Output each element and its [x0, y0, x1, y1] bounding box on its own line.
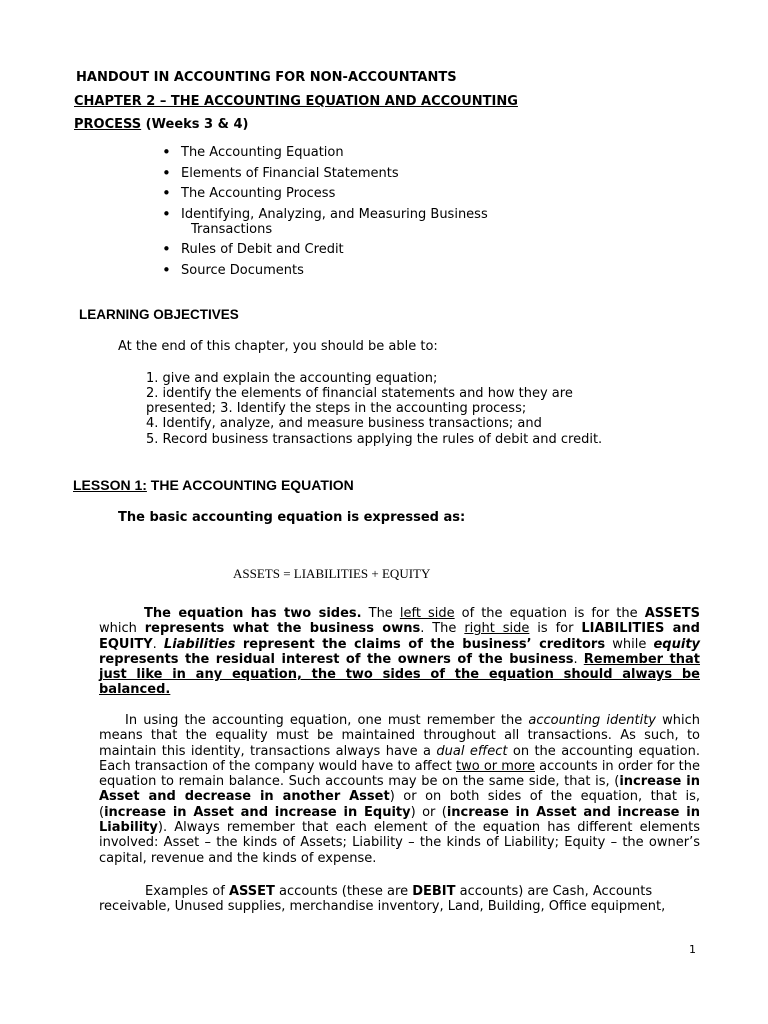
page-number: 1 — [689, 943, 696, 956]
lesson-intro: The basic accounting equation is expressed as: — [118, 510, 466, 525]
chapter-weeks: (Weeks 3 & 4) — [141, 117, 249, 132]
topic-item-continuation: Transactions — [191, 221, 273, 237]
text-run: DEBIT — [412, 884, 456, 899]
lesson-label: LESSON 1: — [73, 477, 147, 493]
chapter-process-word: PROCESS — [74, 117, 142, 132]
topic-item: • Source Documents — [162, 263, 488, 278]
text-run: accounting identity — [528, 713, 656, 728]
text-run: left side — [399, 606, 455, 621]
text-run: . — [152, 636, 164, 652]
topic-item: • The Accounting Equation — [162, 145, 488, 160]
paragraph-asset-examples — [99, 884, 695, 915]
text-run: which — [99, 621, 145, 637]
objective-line: presented; 3. Identify the steps in the accounting process; — [146, 401, 527, 416]
topic-item-text: Identifying, Analyzing, and Measuring Business — [181, 206, 488, 222]
lesson-heading — [73, 477, 354, 493]
text-run: ASSETS — [644, 606, 701, 621]
text-run: of the equation is for the — [454, 606, 645, 621]
text-run: . — [573, 651, 584, 667]
text-run: LIABILITIES and EQUITY — [99, 621, 700, 652]
text-run: In using the accounting equation, one must remember the — [125, 713, 529, 728]
paragraph-equation-sides — [99, 606, 700, 698]
text-run: represents the residual interest of the owners of the business — [99, 651, 574, 667]
accounting-equation: ASSETS = LIABILITIES + EQUITY — [233, 566, 431, 581]
text-run: Liabilities — [163, 636, 236, 652]
objectives-heading: LEARNING OBJECTIVES — [79, 307, 239, 322]
text-run: increase in Asset and decrease in another Asset — [99, 774, 701, 805]
text-run: Examples of — [145, 884, 229, 899]
text-run: The — [361, 606, 400, 621]
text-run: is for — [529, 621, 582, 637]
text-run: represent the claims of the business’ creditors — [235, 636, 606, 652]
text-run: while — [605, 636, 654, 652]
text-run: equity — [653, 636, 701, 652]
text-run: Remember that just like in any equation, the two sides of the equation should always be balanced. — [99, 651, 700, 698]
text-run: increase in Asset and increase in Equity — [104, 804, 411, 820]
text-run: represents what the business owns — [144, 621, 421, 637]
text-run: two or more — [455, 758, 535, 774]
text-run: dual effect — [436, 743, 508, 759]
objective-line: 5. Record business transactions applying the rules of debit and credit. — [146, 432, 603, 447]
text-run: ) or ( — [410, 804, 447, 820]
text-run: right side — [464, 621, 530, 637]
objective-line: 1. give and explain the accounting equation; — [146, 371, 438, 386]
topic-list — [162, 145, 488, 283]
topic-item: • Elements of Financial Statements — [162, 166, 488, 181]
text-run: ). Always remember that each element of the equation has different elements involved: Asset – the kinds of Assets; Liability – the kinds of Liability; Equity – the owner’s capital, revenue and the kinds of expense. — [99, 820, 700, 866]
text-run: . The — [420, 621, 465, 637]
paragraph-accounting-identity — [99, 713, 700, 866]
chapter-title-line2 — [74, 117, 248, 133]
chapter-title-line1: CHAPTER 2 – THE ACCOUNTING EQUATION AND ACCOUNTING — [74, 94, 518, 109]
text-run: increase in Asset and increase in Liability — [99, 804, 700, 836]
text-run: accounts (these are — [274, 884, 413, 899]
objective-line: 2. identify the elements of financial statements and how they are — [146, 386, 573, 401]
text-run: accounts in order for the equation to remain balance. Such accounts may be on the same side, that is, ( — [99, 758, 701, 790]
topic-item: • The Accounting Process — [162, 186, 488, 201]
text-run: accounts) are Cash, Accounts receivable, Unused supplies, merchandise inventory, Land, Building, Office equipment, — [99, 884, 666, 915]
objectives-intro: At the end of this chapter, you should be able to: — [118, 339, 438, 354]
text-run: on the accounting equation. Each transaction of the company would have to affect — [99, 743, 700, 774]
text-run: The equation has two sides. — [144, 606, 362, 621]
handout-title: HANDOUT IN ACCOUNTING FOR NON-ACCOUNTANTS — [76, 70, 457, 85]
topic-item — [162, 207, 488, 237]
text-run: ) or on both sides of the equation, that is, ( — [99, 789, 700, 820]
text-run: ASSET — [228, 884, 275, 899]
text-run: which means that the equality must be maintained throughout all transactions. As such, to maintain this identity, transactions always have a — [99, 713, 700, 759]
objective-line: 4. Identify, analyze, and measure business transactions; and — [146, 416, 542, 431]
lesson-title: THE ACCOUNTING EQUATION — [146, 477, 354, 493]
topic-item: • Rules of Debit and Credit — [162, 242, 488, 257]
